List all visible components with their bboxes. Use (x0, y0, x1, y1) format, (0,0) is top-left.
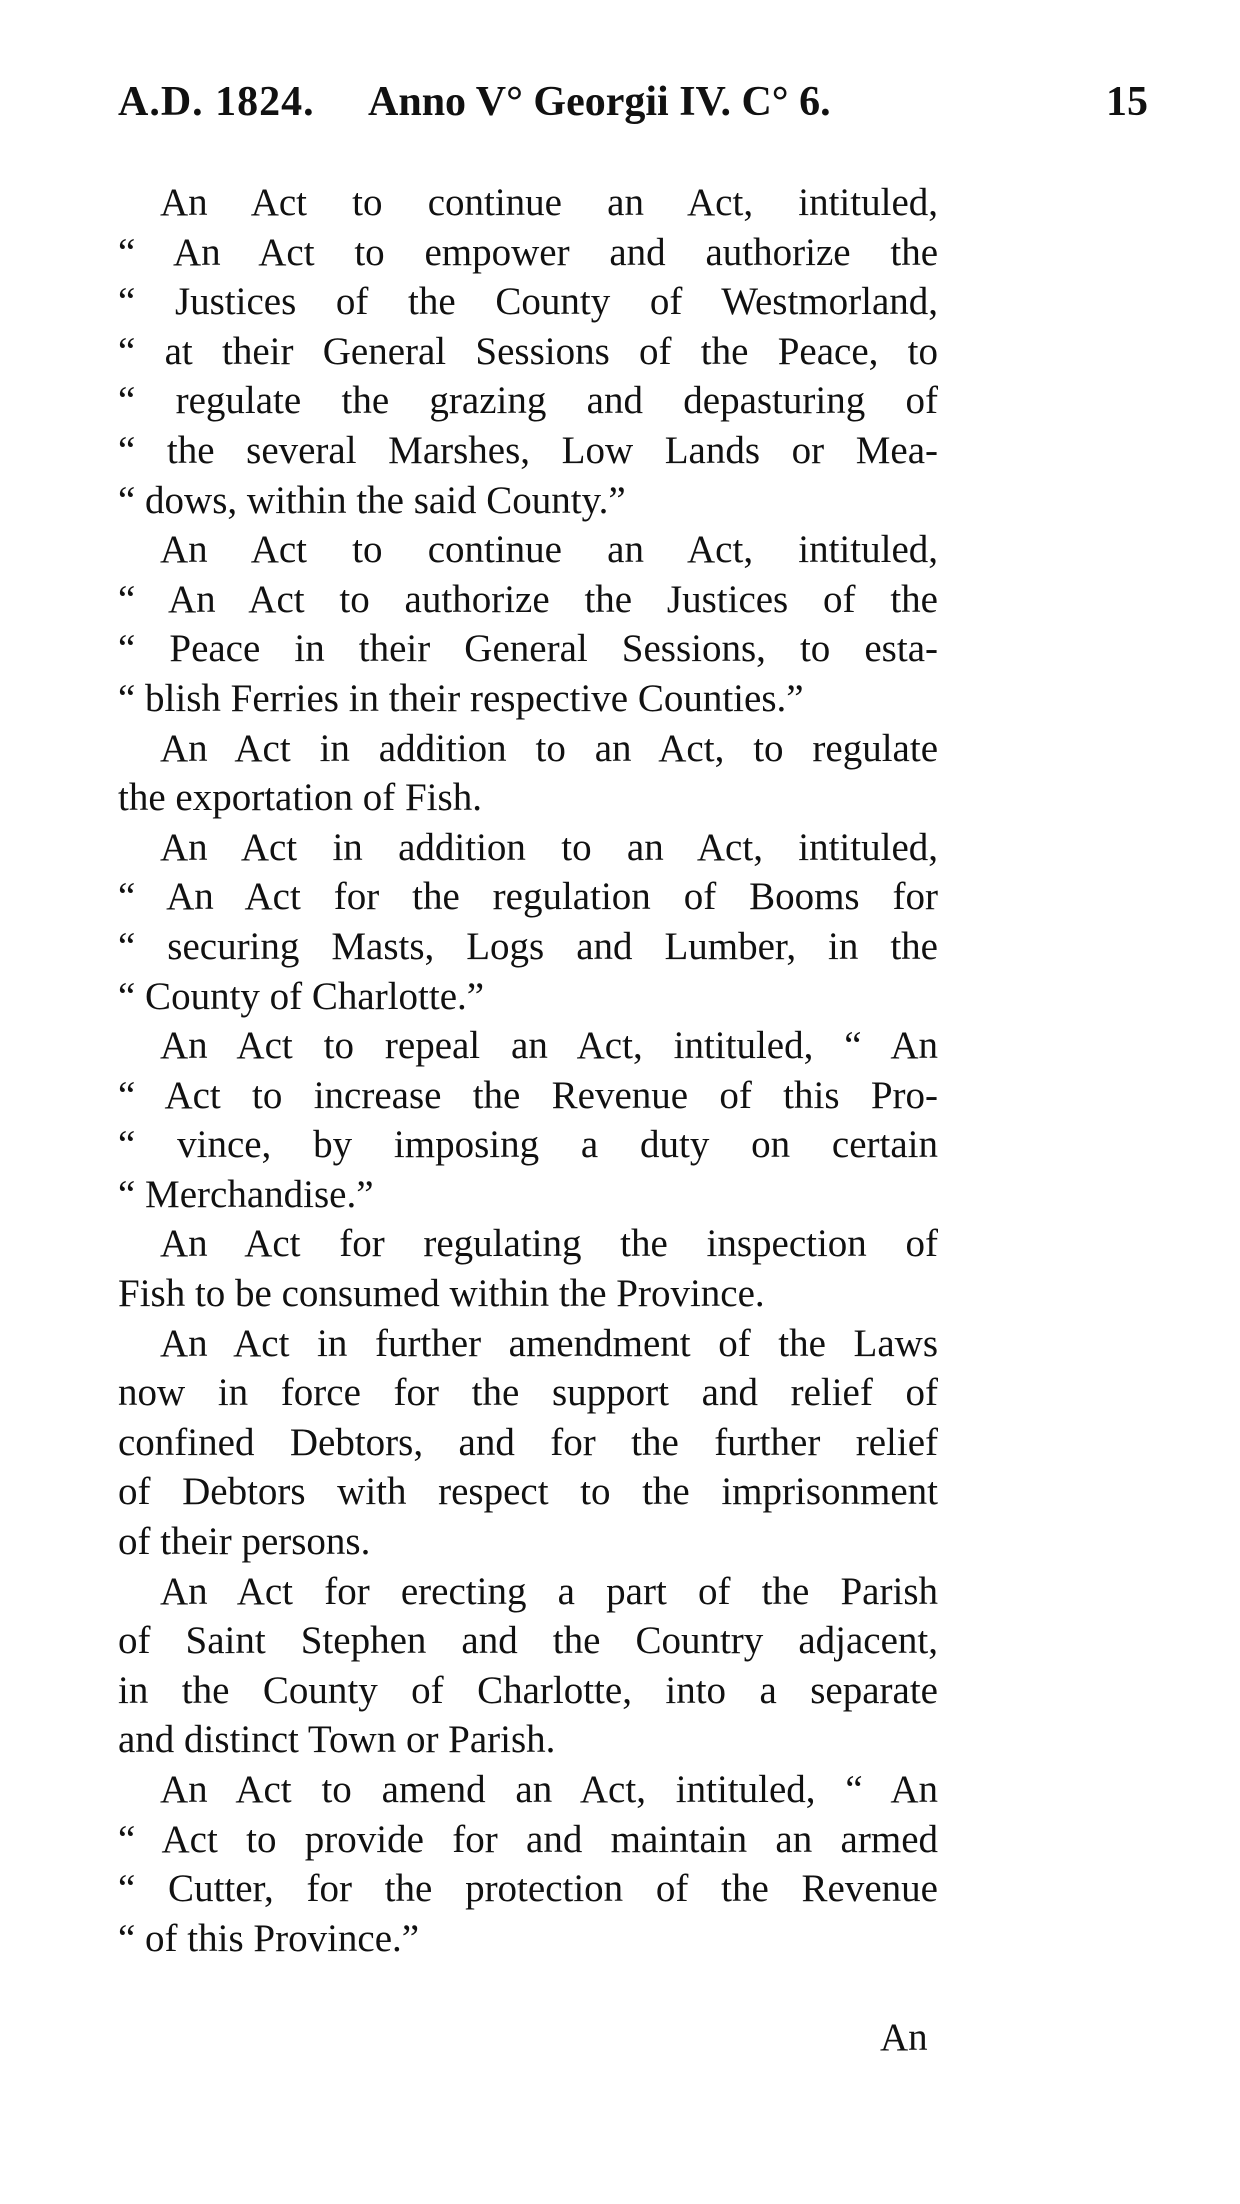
act-entry (118, 1219, 938, 1318)
act-entry (118, 1765, 938, 1963)
act-line: An Act to amend an Act, intituled, “ An (160, 1768, 938, 1811)
act-line: confined Debtors, and for the further relief (118, 1420, 938, 1464)
act-line: An Act to continue an Act, intituled, (160, 181, 938, 224)
act-line: the exportation of Fish. (118, 776, 482, 820)
act-line: of Saint Stephen and the Country adjacent, (118, 1619, 938, 1663)
act-line: “ vince, by imposing a duty on certain (118, 1123, 938, 1167)
act-line: of their persons. (118, 1520, 371, 1564)
acts-list (118, 178, 938, 1963)
page-number: 15 (1106, 79, 1148, 125)
act-entry (118, 525, 938, 723)
act-line: “ An Act for the regulation of Booms for (118, 875, 938, 919)
act-entry (118, 1319, 938, 1567)
act-line: “ Cutter, for the protection of the Revenue (118, 1867, 938, 1911)
act-line: “ securing Masts, Logs and Lumber, in the (118, 924, 938, 968)
act-entry (118, 178, 938, 525)
catchword: An (880, 2016, 928, 2059)
act-line: and distinct Town or Parish. (118, 1718, 556, 1762)
act-line: in the County of Charlotte, into a separate (118, 1668, 938, 1712)
act-line: Fish to be consumed within the Province. (118, 1272, 765, 1316)
act-line: “ Justices of the County of Westmorland, (118, 280, 938, 324)
act-line: “ Peace in their General Sessions, to esta- (118, 627, 938, 671)
act-line: “ at their General Sessions of the Peace, to (118, 329, 938, 373)
act-line: “ dows, within the said County.” (118, 478, 626, 522)
act-line: “ of this Province.” (118, 1916, 420, 1960)
act-line: “ regulate the grazing and depasturing of (118, 379, 938, 423)
act-line: of Debtors with respect to the imprisonment (118, 1470, 938, 1514)
act-line: “ Merchandise.” (118, 1172, 374, 1216)
act-line: “ Act to provide for and maintain an armed (118, 1817, 938, 1861)
act-entry (118, 1021, 938, 1219)
header-year: A.D. 1824. (118, 79, 315, 125)
act-line: An Act in addition to an Act, to regulate (160, 726, 938, 770)
act-line: An Act for erecting a part of the Parish (160, 1569, 938, 1613)
act-entry (118, 724, 938, 823)
act-line: “ An Act to empower and authorize the (118, 230, 938, 274)
act-line: An Act to repeal an Act, intituled, “ An (160, 1024, 938, 1068)
act-line: An Act in addition to an Act, intituled, (160, 825, 938, 869)
act-line: now in force for the support and relief of (118, 1371, 938, 1415)
act-entry (118, 823, 938, 1021)
act-line: “ the several Marshes, Low Lands or Mea- (118, 428, 938, 472)
act-line: “ County of Charlotte.” (118, 974, 485, 1018)
act-line: “ An Act to authorize the Justices of the (118, 577, 938, 621)
act-line: “ blish Ferries in their respective Counties.” (118, 676, 804, 720)
act-entry (118, 1567, 938, 1765)
act-line: An Act to continue an Act, intituled, (160, 528, 938, 572)
act-line: An Act for regulating the inspection of (160, 1222, 938, 1266)
act-line: An Act in further amendment of the Laws (160, 1321, 938, 1365)
header-regnal-title: Anno V° Georgii IV. C° 6. (368, 79, 831, 125)
running-header (118, 78, 1148, 138)
act-line: “ Act to increase the Revenue of this Pro- (118, 1073, 938, 1117)
